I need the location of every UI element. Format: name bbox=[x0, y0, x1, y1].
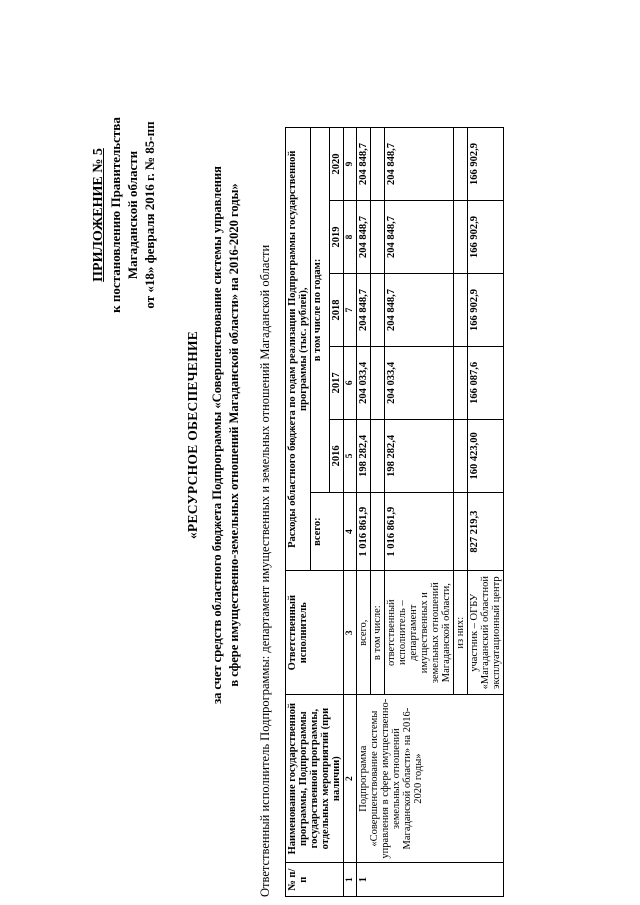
program-name-cell: Подпрограмма «Совершенствование системы управления в сфере имущественно-земельных отношений Магаданской области» на 2016-2020 годы» bbox=[357, 694, 504, 862]
header-by-year: в том числе по годам: bbox=[311, 128, 330, 493]
responsible-executor-line: Ответственный исполнитель Подпрограммы: департамент имущественных и земельных отношений Магаданской области bbox=[258, 244, 272, 897]
value-cell bbox=[371, 201, 385, 274]
header-year: 2017 bbox=[330, 346, 344, 419]
executor-cell: всего, bbox=[357, 571, 371, 694]
table-row bbox=[357, 128, 371, 897]
value-cell: 1 016 861,9 bbox=[357, 492, 371, 571]
header-expenses: Расходы областного бюджета по годам реализации Подпрограммы государственной программы (тыс. рублей), bbox=[286, 128, 311, 571]
executor-cell: участник – ОГБУ «Магаданский областной эксплуатационный центр bbox=[468, 571, 504, 694]
column-index: 5 bbox=[344, 419, 357, 492]
value-cell bbox=[371, 419, 385, 492]
value-cell: 1 016 861,9 bbox=[385, 492, 454, 571]
value-cell: 827 219,3 bbox=[468, 492, 504, 571]
document-subtitle-line1: за счет средств областного бюджета Подпрограммы «Совершенствование системы управления bbox=[210, 166, 224, 704]
header-row-1 bbox=[286, 128, 311, 897]
appendix-line2: к постановлению Правительства bbox=[108, 117, 123, 313]
value-cell: 204 033,4 bbox=[385, 346, 454, 419]
appendix-block bbox=[90, 40, 158, 390]
value-cell bbox=[454, 201, 468, 274]
value-cell bbox=[371, 128, 385, 201]
column-index: 3 bbox=[344, 571, 357, 694]
document-title: «РЕСУРСНОЕ ОБЕСПЕЧЕНИЕ bbox=[185, 330, 200, 540]
value-cell: 198 282,4 bbox=[385, 419, 454, 492]
column-index: 7 bbox=[344, 273, 357, 346]
value-cell: 166 902,9 bbox=[468, 128, 504, 201]
executor-cell: из них: bbox=[454, 571, 468, 694]
appendix-number: ПРИЛОЖЕНИЕ № 5 bbox=[91, 148, 106, 282]
header-year: 2016 bbox=[330, 419, 344, 492]
value-cell: 204 848,7 bbox=[357, 128, 371, 201]
row-number: 1 bbox=[357, 863, 504, 897]
value-cell: 204 848,7 bbox=[385, 201, 454, 274]
document-subtitle-line2: в сфере имущественно-земельных отношений Магаданской области» на 2016-2020 годы» bbox=[227, 183, 241, 687]
value-cell bbox=[454, 273, 468, 346]
column-index: 4 bbox=[344, 492, 357, 571]
value-cell bbox=[371, 346, 385, 419]
value-cell: 166 902,9 bbox=[468, 201, 504, 274]
column-index: 2 bbox=[344, 694, 357, 862]
value-cell bbox=[371, 492, 385, 571]
resource-table bbox=[285, 127, 504, 897]
value-cell: 204 848,7 bbox=[385, 273, 454, 346]
column-index-row bbox=[344, 128, 357, 897]
value-cell: 204 848,7 bbox=[385, 128, 454, 201]
header-year: 2018 bbox=[330, 273, 344, 346]
column-index: 1 bbox=[344, 863, 357, 897]
executor-cell: ответственный исполнитель – департамент имущественных и земельных отношений Магаданской области, bbox=[385, 571, 454, 694]
value-cell bbox=[454, 346, 468, 419]
value-cell: 204 033,4 bbox=[357, 346, 371, 419]
column-index: 8 bbox=[344, 201, 357, 274]
value-cell bbox=[454, 128, 468, 201]
value-cell: 166 087,6 bbox=[468, 346, 504, 419]
header-num: № п/п bbox=[286, 863, 344, 897]
value-cell: 166 902,9 bbox=[468, 273, 504, 346]
header-year: 2019 bbox=[330, 201, 344, 274]
header-executor: Ответственный исполнитель bbox=[286, 571, 344, 694]
executor-cell: в том числе: bbox=[371, 571, 385, 694]
value-cell: 204 848,7 bbox=[357, 201, 371, 274]
value-cell bbox=[454, 419, 468, 492]
appendix-line3: Магаданской области bbox=[125, 150, 140, 280]
header-year: 2020 bbox=[330, 128, 344, 201]
column-index: 6 bbox=[344, 346, 357, 419]
value-cell: 160 423,00 bbox=[468, 419, 504, 492]
header-total: всего: bbox=[311, 492, 344, 571]
appendix-line4: от «18» февраля 2016 г. № 85-пп bbox=[142, 121, 157, 309]
value-cell bbox=[454, 492, 468, 571]
title-block bbox=[185, 25, 243, 845]
value-cell bbox=[371, 273, 385, 346]
header-program-name: Наименование государственной программы, Подпрограммы государственной программы, отдельных мероприятий (при наличии) bbox=[286, 694, 344, 862]
column-index: 9 bbox=[344, 128, 357, 201]
value-cell: 204 848,7 bbox=[357, 273, 371, 346]
value-cell: 198 282,4 bbox=[357, 419, 371, 492]
